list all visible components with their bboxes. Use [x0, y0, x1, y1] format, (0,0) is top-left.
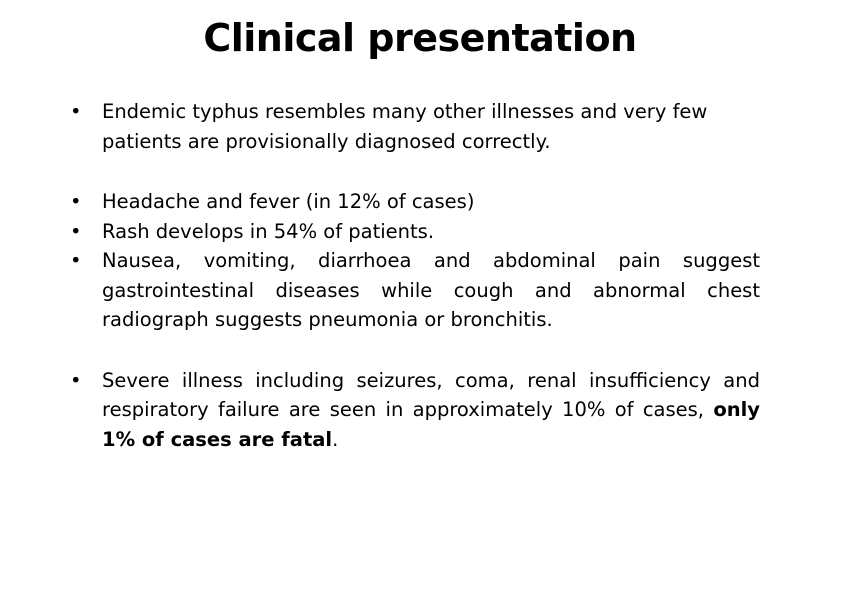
bullet-marker: •	[70, 219, 82, 243]
paragraph-spacer	[70, 156, 760, 187]
fatality-emphasis: only 1% of cases are fatal	[102, 398, 760, 451]
bullet-text: Nausea, vomiting, diarrhoea and abdominal pain suggest gastrointestinal diseases while cough and abnormal chest radiograph suggests pneumonia or bronchitis.	[102, 249, 760, 331]
bullet-marker: •	[70, 368, 82, 392]
bullet-text-suffix: .	[332, 427, 339, 451]
paragraph-spacer	[70, 335, 760, 366]
bullet-item	[70, 187, 760, 217]
bullet-item	[70, 366, 760, 455]
bullet-item	[70, 246, 760, 335]
bullet-item	[70, 97, 760, 156]
bullet-marker: •	[70, 190, 82, 213]
bullet-text-main: Severe illness including seizures, coma, renal insufficiency and respiratory failure are seen in approximately 10% of cases,	[102, 368, 760, 421]
bullet-text: Endemic typhus resembles many other illnesses and very few patients are provisionally diagnosed correctly.	[102, 100, 708, 153]
slide-title: Clinical presentation	[203, 16, 637, 60]
bullet-list	[70, 97, 760, 454]
bullet-item	[70, 217, 760, 247]
bullet-marker: •	[70, 100, 82, 123]
bullet-text: Headache and fever (in 12% of cases)	[102, 190, 475, 213]
bullet-text	[102, 366, 760, 455]
bullet-marker: •	[70, 249, 82, 272]
bullet-text: Rash develops in 54% of patients.	[102, 219, 435, 243]
